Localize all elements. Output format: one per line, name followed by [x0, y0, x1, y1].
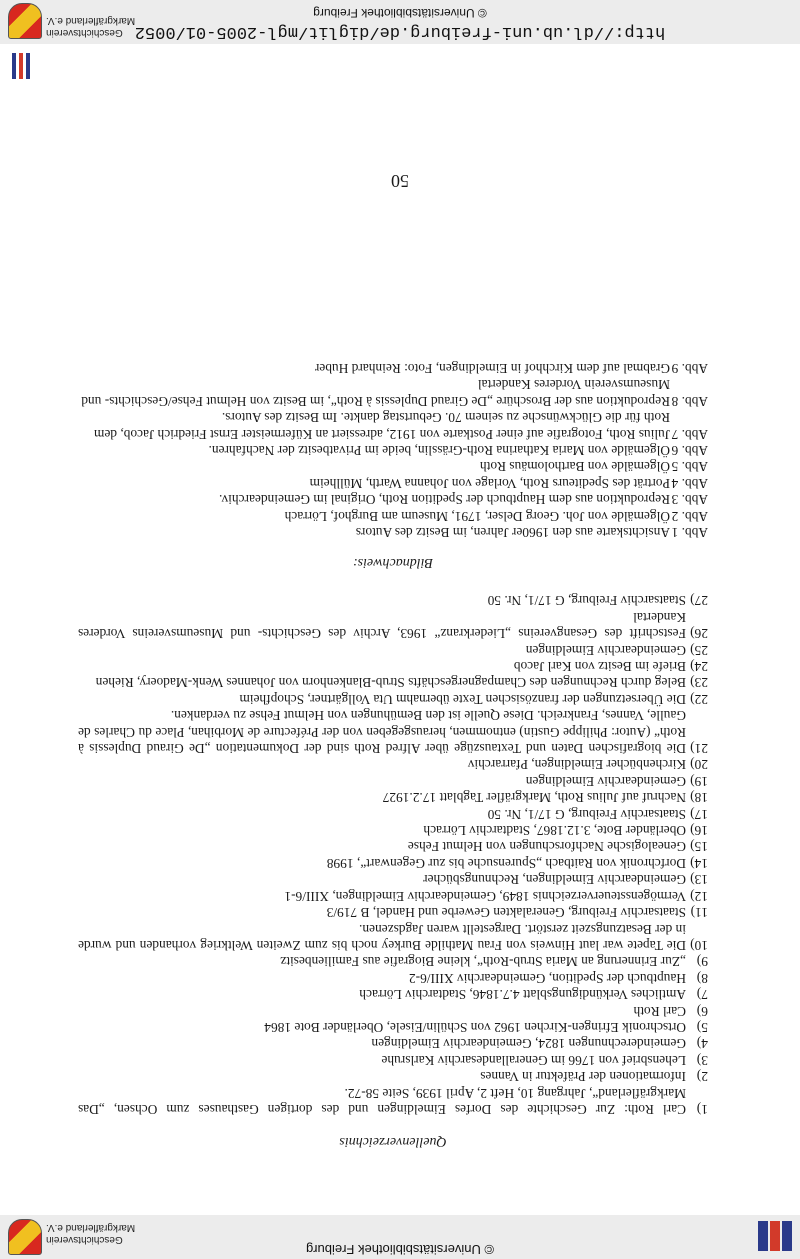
source-item-text: Gemeinderechnungen 1824, Gemeindearchiv Eimeldingen [371, 1036, 686, 1052]
scan-marker-icon [10, 49, 32, 79]
source-item-text: Lehensbrief von 1766 im Generallandesarchiv Karlsruhe [381, 1052, 686, 1068]
source-item-number: 5) [696, 1019, 708, 1035]
figure-credit-item-text: Grabmal auf dem Kirchhof in Eimeldingen, Foto: Reinhard Huber [314, 360, 670, 376]
source-item [78, 887, 708, 903]
source-item-text: Gemeindearchiv Eimeldingen [525, 773, 686, 789]
figure-credit-item-number: Abb. 2 [671, 508, 708, 524]
source-item [78, 1084, 708, 1117]
source-item-number: 12) [690, 888, 708, 904]
source-item-number: 23) [690, 675, 708, 691]
source-item [78, 822, 708, 838]
source-item [78, 855, 708, 871]
figure-credit-item-text: Reproduktion aus dem Hauptbuch der Spedition Roth, Original im Gemeindearchiv. [219, 492, 670, 508]
source-item [78, 772, 708, 788]
figure-credit-item-number: Abb. 6 [671, 442, 708, 458]
source-item-number: 25) [690, 642, 708, 658]
source-item-text: Carl Roth: Zur Geschichte des Dorfes Eimeldingen und des dortigen Gasthauses zum Ochsen, „Das Markgräflerland“, Jahrgang 10, Heft 2, April 1939, Seite 58-72. [78, 1085, 686, 1117]
source-item [78, 641, 708, 657]
figure-credit-item-number: Abb. 9 [671, 360, 708, 376]
source-item [78, 920, 708, 953]
figure-credit-item-text: Ölgemälde von Bartholomäus Roth [479, 459, 670, 475]
coat-of-arms-icon [8, 1219, 42, 1255]
source-item [78, 838, 708, 854]
figure-credit-item-text: Reproduktion aus der Broschüre „De Giraud Duplessis à Roth“, im Besitz von Helmut Fehse/Geschichts- und Museumsverein Vorderes Kandertal [81, 377, 670, 409]
footer-society-name: Geschichtsverein Markgräflerland e.V. [46, 15, 136, 38]
figure-credit-item-text: Ölgemälde von Maria Katharina Roth-Grässlin, beide im Privatbesitz der Nachfahren. [208, 442, 670, 458]
figure-credit-item-number: Abb. 8 [671, 393, 708, 409]
source-item [78, 756, 708, 772]
source-item [78, 805, 708, 821]
figure-credit-item [78, 507, 708, 523]
source-item [78, 1019, 708, 1035]
figures-list [78, 360, 708, 540]
footer-bar [0, 0, 800, 44]
figure-credit-item-text: Porträt des Spediteurs Roth, Vorlage von Johanna Warth, Müllheim [309, 475, 670, 491]
source-item-number: 8) [696, 970, 708, 986]
page-number: 50 [391, 171, 409, 191]
source-item [78, 608, 708, 641]
figure-credit-item-text: Ansichtskarte aus den 1960er Jahren, im Besitz des Autors [355, 525, 670, 540]
source-item-text: Informationen der Präfektur in Vannes [480, 1069, 686, 1085]
source-item-text: Kirchenbücher Eimeldingen, Pfarrarchiv [467, 757, 686, 773]
source-item-number: 3) [696, 1052, 708, 1068]
source-item-number: 18) [690, 790, 708, 806]
source-item-text: Oberländer Bote, 3.12.1867, Stadtarchiv Lörrach [423, 823, 686, 839]
source-item-text: Die biografischen Daten und Textauszüge über Alfred Roth sind der Dokumentation „De Giraud Duplessis à Roth“ (Autor: Philippe Gustin) entnommen, herausgegeben von der Préfecture de Morbihan, Place du Charles de Gaulle, Vannes, Frankreich. Diese Quelle ist den Bemühungen von Helmut Fehse zu verdanken. [78, 708, 686, 757]
source-item-number: 19) [690, 773, 708, 789]
source-item [78, 953, 708, 969]
source-item-number: 22) [690, 691, 708, 707]
source-item-number: 15) [690, 839, 708, 855]
source-item [78, 904, 708, 920]
source-item-number: 14) [690, 855, 708, 871]
source-item-text: Die Übersetzungen der französischen Texte übernahm Uta Vollgärtner, Schopfheim [239, 691, 686, 707]
footer-library-text: © Universitätsbibliothek Freiburg [313, 6, 487, 20]
source-item [78, 1002, 708, 1018]
source-item [78, 674, 708, 690]
source-item [78, 1051, 708, 1067]
figures-heading: Bildnachweis: [352, 555, 434, 570]
source-item [78, 1068, 708, 1084]
figure-credit-item-text: Ölgemälde von Joh. Georg Delser, 1791, Museum am Burghof, Lörrach [284, 508, 670, 524]
source-item-text: Beleg durch Rechnungen des Champagnergeschäfts Strub-Blankenhorn von Johannes Wenk-Madoery, Riehen [95, 675, 686, 691]
source-item-text: „Zur Erinnerung an Maria Strub-Roth“, kleine Biografie aus Familienbesitz [280, 954, 686, 970]
figure-credit-item [78, 524, 708, 540]
figure-credit-item-number: Abb. 7 [671, 426, 708, 442]
source-item [78, 707, 708, 756]
source-item-number: 17) [690, 806, 708, 822]
source-item-text: Staatsarchiv Freiburg, Generalakten Gewerbe und Handel, B 719/3 [326, 905, 686, 921]
figure-credit-item [78, 458, 708, 474]
source-item-text: Staatsarchiv Freiburg, G 17/1, Nr. 50 [487, 593, 686, 609]
figure-credit-item-number: Abb. 3 [671, 492, 708, 508]
source-item [78, 1035, 708, 1051]
source-item [78, 871, 708, 887]
source-item-text: Staatsarchiv Freiburg, G 17/1, Nr. 50 [487, 806, 686, 822]
source-item-text: Carl Roth [633, 1003, 686, 1019]
sources-list [78, 592, 708, 1117]
source-item [78, 592, 708, 608]
source-item-number: 6) [696, 1003, 708, 1019]
source-item-text: Briefe im Besitz von Karl Jacob [513, 659, 686, 675]
source-item-number: 1) [696, 1102, 708, 1117]
figure-credit-item [78, 360, 708, 376]
source-item-text: Festschrift des Gesangvereins „Liederkranz“ 1963, Archiv des Geschichts- und Museumsvereins Vorderes Kandertal [78, 609, 686, 642]
source-item [78, 986, 708, 1002]
source-item [78, 969, 708, 985]
coat-of-arms-icon [8, 3, 42, 39]
source-item-text: Vermögenssteuerverzeichnis 1849, Gemeindearchiv Eimeldingen, XIII/6-1 [284, 888, 686, 904]
header-library-text: © Universitätsbibliothek Freiburg [305, 1242, 495, 1257]
source-item-number: 13) [690, 872, 708, 888]
source-item-number: 21) [690, 741, 708, 757]
source-item-number: 20) [690, 757, 708, 773]
figure-credit-item [78, 376, 708, 409]
source-item-text: Hauptbuch der Spedition, Gemeindearchiv XIII/6-2 [408, 970, 686, 986]
source-item [78, 789, 708, 805]
source-item-number: 7) [696, 987, 708, 1003]
figure-credit-item-number: Abb. 4 [671, 475, 708, 491]
source-item-text: Gemeindearchiv Eimeldingen [525, 642, 686, 658]
source-item-number: 26) [690, 626, 708, 642]
source-item [78, 690, 708, 706]
figure-credit-item [78, 442, 708, 458]
figure-credit-item [78, 409, 708, 442]
header-society-name: Geschichtsverein Markgräflerland e.V. [46, 1222, 136, 1245]
source-item-text: Amtliches Verkündigungsblatt 4.7.1846, Stadtarchiv Lörrach [359, 987, 686, 1003]
source-item-number: 24) [690, 659, 708, 675]
source-item-text: Genealogische Nachforschungen von Helmut Fehse [407, 839, 686, 855]
source-item-number: 11) [690, 905, 708, 921]
source-item-number: 27) [690, 593, 708, 609]
sources-heading: Quellenverzeichnis [339, 1134, 447, 1149]
source-item [78, 658, 708, 674]
figure-credit-item-number: Abb. 5 [671, 459, 708, 475]
figure-credit-item [78, 474, 708, 490]
source-item-text: Ortschronik Efringen-Kirchen 1962 von Schülin/Eisele, Oberländer Bote 1864 [264, 1019, 686, 1035]
source-item-text: Nachruf auf Julius Roth, Markgräfler Tagblatt 17.2.1927 [382, 790, 686, 806]
source-item-number: 10) [690, 937, 708, 953]
figure-credit-item [78, 491, 708, 507]
permalink-url[interactable]: http://dl.ub.uni-freiburg.de/diglit/mgl-2005-01/0052 [134, 22, 666, 41]
source-item-text: Gemeindearchiv Eimeldingen, Rechnungsbücher [423, 872, 686, 888]
source-item-number: 4) [696, 1036, 708, 1052]
source-item-text: Dorfchronik von Raitbach „Spurensuche bis zur Gegenwart“, 1998 [326, 855, 686, 871]
figure-credit-item-text: Julius Roth, Fotografie auf einer Postkarte von 1912, adressiert an Küfermeister Ernst Friedrich Jacob, dem Roth für die Glückwünsche zu seinem 70. Geburtstag dankte. Im Besitz des Autors. [93, 410, 670, 442]
source-item-number: 16) [690, 823, 708, 839]
header-bar [0, 1215, 800, 1259]
figure-credit-item-number: Abb. 1 [671, 525, 708, 540]
source-item-number: 2) [696, 1069, 708, 1085]
source-item-text: Die Tapete war laut Hinweis von Frau Mathilde Burkey noch bis zum Zweiten Weltkrieg vorhanden und wurde in der Besatzungszeit zerstört. Dargestellt waren Jagdszenen. [78, 921, 686, 953]
source-item-number: 9) [696, 954, 708, 970]
document-body [78, 360, 708, 1149]
